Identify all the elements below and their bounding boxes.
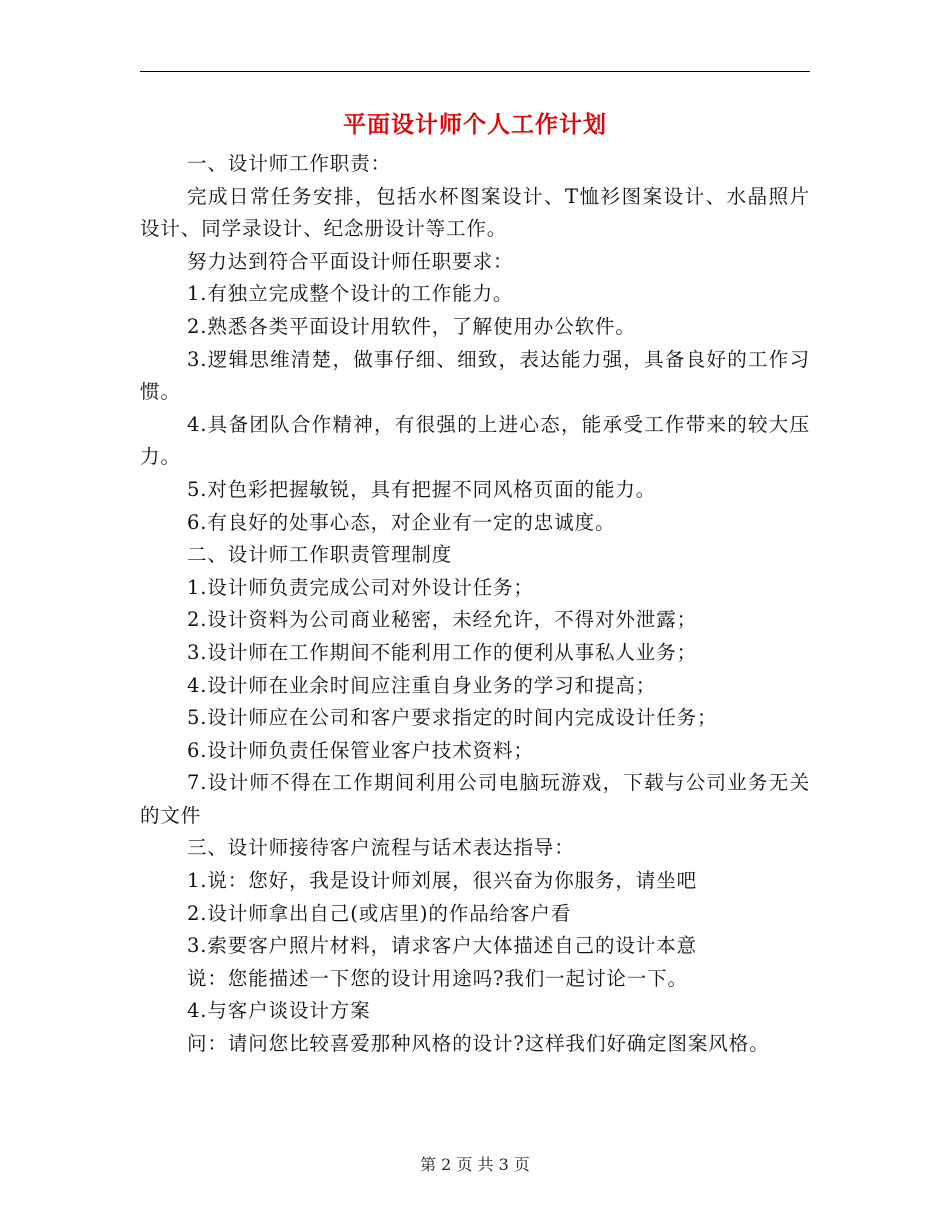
list-item: 1.说：您好，我是设计师刘展，很兴奋为你服务，请坐吧 [187, 869, 698, 893]
paragraph: 完成日常任务安排，包括水杯图案设计、T恤衫图案设计、水晶照片设计、同学录设计、纪念册设计等工作。 [140, 184, 810, 241]
page-number-footer: 第 2 页 共 3 页 [420, 1155, 530, 1174]
list-item: 3.逻辑思维清楚，做事仔细、细致，表达能力强，具备良好的工作习惯。 [140, 347, 810, 404]
paragraph: 努力达到符合平面设计师任职要求： [187, 249, 514, 273]
list-item: 6.有良好的处事心态，对企业有一定的忠诚度。 [187, 510, 616, 534]
list-item: 1.设计师负责完成公司对外设计任务； [187, 575, 534, 599]
dialogue-line: 问：请问您比较喜爱那种风格的设计?这样我们好确定图案风格。 [187, 1032, 770, 1056]
list-item: 2.设计师拿出自己(或店里)的作品给客户看 [187, 901, 572, 925]
list-item: 4.与客户谈设计方案 [187, 999, 371, 1023]
header-rule [140, 71, 810, 72]
document-title: 平面设计师个人工作计划 [343, 112, 607, 138]
document-body [140, 148, 810, 1061]
section-heading-3: 三、设计师接待客户流程与话术表达指导： [187, 836, 575, 860]
list-item: 5.对色彩把握敏锐，具有把握不同风格页面的能力。 [187, 477, 657, 501]
list-item: 6.设计师负责任保管业客户技术资料； [187, 738, 534, 762]
list-item: 4.具备团队合作精神，有很强的上进心态，能承受工作带来的较大压力。 [140, 412, 810, 469]
list-item: 1.有独立完成整个设计的工作能力。 [187, 282, 514, 306]
section-heading-1: 一、设计师工作职责： [187, 152, 392, 175]
list-item: 2.设计资料为公司商业秘密，未经允许，不得对外泄露； [187, 608, 698, 632]
list-item: 4.设计师在业余时间应注重自身业务的学习和提高； [187, 673, 657, 697]
dialogue-line: 说：您能描述一下您的设计用途吗?我们一起讨论一下。 [187, 966, 688, 990]
list-item: 2.熟悉各类平面设计用软件，了解使用办公软件。 [187, 314, 636, 338]
list-item: 3.设计师在工作期间不能利用工作的便利从事私人业务； [187, 640, 698, 664]
list-item: 5.设计师应在公司和客户要求指定的时间内完成设计任务； [187, 706, 718, 730]
list-item: 3.索要客户照片材料，请求客户大体描述自己的设计本意 [187, 934, 698, 958]
section-heading-2: 二、设计师工作职责管理制度 [187, 543, 453, 567]
list-item: 7.设计师不得在工作期间利用公司电脑玩游戏，下载与公司业务无关的文件 [140, 771, 810, 827]
